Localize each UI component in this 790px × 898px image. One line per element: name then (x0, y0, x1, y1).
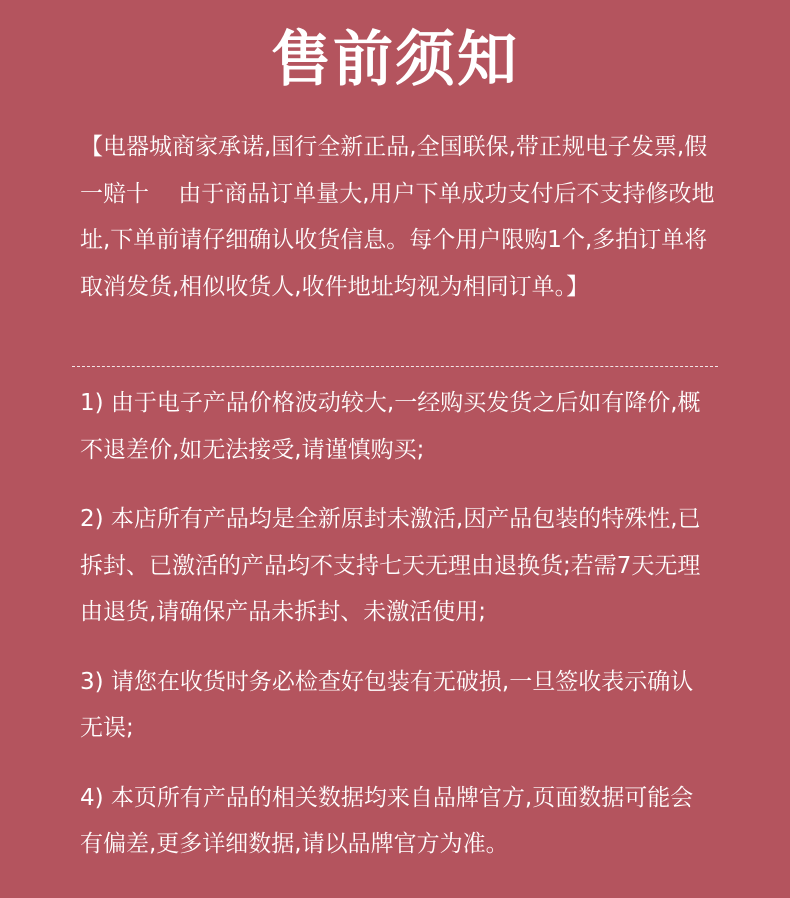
term-item-1: 1) 由于电子产品价格波动较大,一经购买发货之后如有降价,概不退差价,如无法接受,请谨慎购买; (80, 390, 701, 463)
term-item-4: 4) 本页所有产品的相关数据均来自品牌官方,页面数据可能会有偏差,更多详细数据,请以品牌官方为准。 (80, 784, 694, 857)
dashed-divider (72, 366, 718, 367)
intro-paragraph: 【电器城商家承诺,国行全新正品,全国联保,带正规电子发票,假一赔十 由于商品订单量大,用户下单成功支付后不支持修改地址,下单前请仔细确认收货信息。每个用户限购1个,多拍订单将取消发货,相似收货人,收件地址均视为相同订单。】 (80, 134, 715, 300)
page-title: 售前须知 (271, 25, 519, 95)
term-item-3: 3) 请您在收货时务必检查好包装有无破损,一旦签收表示确认无误; (80, 668, 694, 741)
term-item-2: 2) 本店所有产品均是全新原封未激活,因产品包装的特殊性,已拆封、已激活的产品均不支持七天无理由退换货;若需7天无理由退货,请确保产品未拆封、未激活使用; (80, 506, 701, 625)
terms-list (80, 380, 716, 891)
